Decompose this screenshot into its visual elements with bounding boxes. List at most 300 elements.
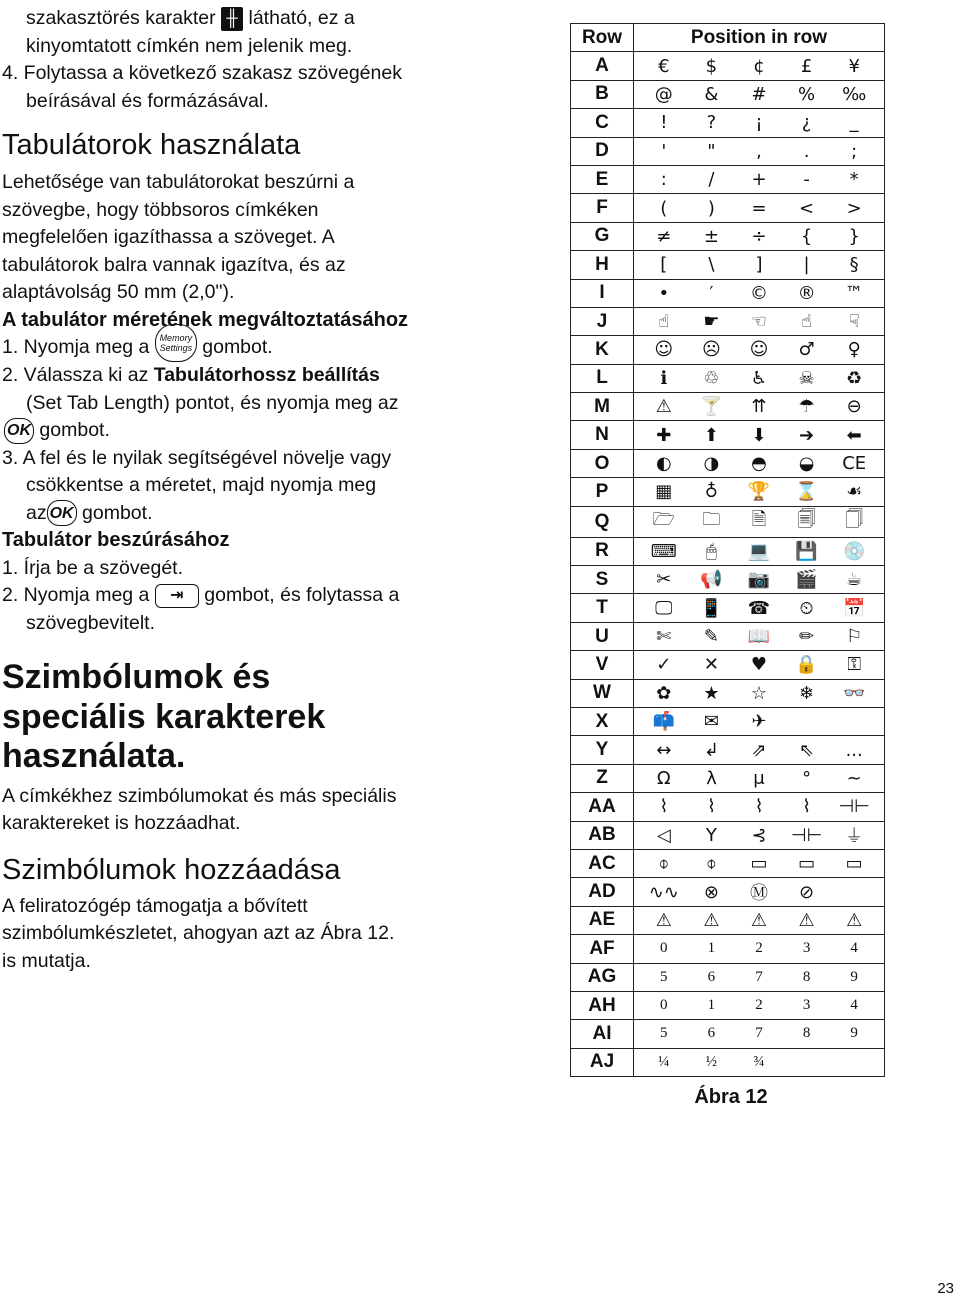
header-position-label: Position in row — [634, 24, 885, 52]
change-step-2-line-3 — [2, 417, 557, 445]
tab-heading: Tabulátorok használata — [2, 129, 301, 161]
symbol-cell: % — [798, 83, 816, 105]
row-id: AJ — [571, 1048, 634, 1076]
symbol-cell: ⚠ — [750, 909, 768, 931]
symbols-para-line: karaktereket is hozzáadhat. — [2, 812, 241, 834]
symbol-cell: Ω — [656, 767, 671, 789]
symbol-cell: ⌽ — [705, 853, 717, 875]
symbol-cell: ° — [802, 767, 812, 789]
symbol-list — [634, 711, 884, 732]
row-id: Z — [571, 764, 634, 792]
symbol-cell: ~ — [846, 767, 862, 789]
symbol-cell: ▭ — [750, 853, 768, 875]
table-row — [571, 194, 885, 222]
symbol-list — [634, 481, 884, 502]
add-para-line: is mutatja. — [2, 949, 91, 972]
symbol-cell: ⌇ — [659, 796, 669, 818]
step-text: 1. Nyomja meg a — [2, 336, 150, 359]
row-id: A — [571, 52, 634, 80]
row-id: U — [571, 622, 634, 650]
step-text: gombot. — [82, 501, 153, 524]
row-id: AI — [571, 1020, 634, 1048]
row-id: I — [571, 279, 634, 307]
change-step-2-line-2: (Set Tab Length) pontot, és nyomja meg az — [26, 391, 399, 414]
symbol-cell: $ — [705, 55, 718, 77]
symbol-cell: ⊗ — [703, 881, 719, 903]
table-row — [571, 566, 885, 594]
row-id: X — [571, 707, 634, 735]
symbol-list — [634, 569, 884, 590]
symbol-cell: ⚠ — [846, 909, 863, 931]
symbol-cell: ™ — [845, 282, 864, 304]
symbol-list — [634, 796, 884, 817]
text-column — [2, 0, 557, 975]
symbols-paragraph — [2, 783, 557, 838]
symbol-list — [634, 112, 884, 133]
symbol-cell: ⌇ — [802, 796, 811, 818]
symbol-cell: 🗐 — [797, 508, 816, 530]
row-symbols — [634, 878, 885, 906]
row-symbols — [634, 991, 885, 1019]
symbol-cell: ✂ — [656, 569, 672, 591]
symbol-cell: 6 — [707, 1025, 716, 1042]
symbol-cell: 🏆 — [747, 481, 771, 503]
row-symbols — [634, 194, 885, 222]
symbol-cell: ☛ — [703, 311, 720, 333]
symbol-cell: 2 — [755, 997, 763, 1014]
symbol-cell: ☝ — [801, 311, 813, 333]
change-step-3-line-3 — [2, 500, 557, 528]
symbol-cell: £ — [800, 55, 813, 77]
row-id: Y — [571, 736, 634, 764]
row-symbols — [634, 421, 885, 449]
table-row — [571, 279, 885, 307]
row-id: K — [571, 336, 634, 364]
symbol-cell: ♲ — [703, 367, 720, 389]
change-step-3-line-2: csökkentse a méretet, majd nyomja meg — [26, 474, 377, 496]
row-symbols — [634, 251, 885, 279]
symbol-cell: 💻 — [747, 540, 771, 562]
symbol-list — [634, 910, 884, 931]
symbol-cell: ¾ — [753, 1053, 765, 1070]
table-row — [571, 421, 885, 449]
symbol-cell: 🖵 — [655, 597, 673, 619]
symbol-cell: CE — [842, 453, 867, 475]
symbol-cell: ℹ — [660, 367, 668, 389]
symbol-cell: • — [658, 282, 670, 304]
symbol-cell: _ — [849, 112, 859, 134]
add-paragraph — [2, 893, 557, 976]
symbol-cell: ✎ — [703, 626, 719, 647]
symbol-cell: 0 — [660, 940, 668, 957]
symbol-cell: 7 — [755, 968, 763, 985]
row-symbols — [634, 707, 885, 735]
symbol-list — [634, 654, 884, 675]
symbol-cell: ⌨ — [650, 540, 677, 562]
table-row — [571, 537, 885, 565]
table-row — [571, 1048, 885, 1076]
symbol-cell: ⊖ — [846, 396, 862, 418]
symbol-list — [634, 56, 884, 77]
menu-option-name: Tabulátorhossz beállítás — [153, 364, 380, 386]
row-id: J — [571, 307, 634, 335]
symbol-cell: 🗁 — [652, 508, 675, 530]
symbol-cell: * — [849, 169, 859, 191]
symbol-cell: ↲ — [703, 739, 719, 761]
symbol-cell: Ⓜ — [749, 883, 768, 905]
symbol-cell: ∿∿ — [648, 881, 679, 903]
row-id: Q — [571, 506, 634, 537]
symbol-cell: - — [803, 169, 810, 191]
row-id: V — [571, 651, 634, 679]
row-id: L — [571, 364, 634, 392]
row-id: AC — [571, 849, 634, 877]
symbol-cell: ◒ — [798, 453, 815, 475]
row-symbols — [634, 537, 885, 565]
intro-text-pre: szakasztörés karakter — [26, 7, 216, 29]
symbol-cell: ♻ — [846, 367, 863, 389]
table-row — [571, 251, 885, 279]
row-symbols — [634, 506, 885, 537]
symbol-list — [634, 453, 884, 474]
symbol-cell: ? — [706, 112, 717, 134]
row-symbols — [634, 449, 885, 477]
settings-key-label: Settings — [159, 343, 193, 353]
row-id: AF — [571, 935, 634, 963]
symbol-cell: ☟ — [848, 311, 860, 333]
symbol-cell: ⚿ — [847, 654, 862, 676]
symbol-cell: ¡ — [755, 112, 763, 134]
intro-text-post: látható, ez a — [248, 7, 355, 29]
symbol-cell: 0 — [660, 997, 668, 1014]
table-row — [571, 736, 885, 764]
step-text: az — [26, 501, 47, 524]
symbol-cell: ✉ — [703, 711, 719, 733]
step-text: 2. Nyomja meg a — [2, 584, 150, 606]
symbol-list — [634, 768, 884, 789]
tab-paragraph — [2, 169, 557, 307]
row-id: S — [571, 566, 634, 594]
symbol-cell: ☂ — [798, 396, 815, 418]
symbol-list — [634, 283, 884, 304]
symbol-cell: 🔒 — [795, 654, 818, 676]
symbol-cell: © — [749, 282, 768, 304]
symbol-cell: = — [751, 197, 767, 219]
symbol-list — [634, 84, 884, 105]
symbol-cell: ♥ — [750, 654, 768, 676]
row-symbols — [634, 279, 885, 307]
symbol-cell: ☺ — [654, 339, 674, 361]
row-id: AD — [571, 878, 634, 906]
table-row — [571, 307, 885, 335]
symbol-list — [634, 226, 884, 247]
insert-step-1: 1. Írja be a szövegét. — [2, 556, 184, 579]
table-row — [571, 878, 885, 906]
symbol-cell: 📅 — [842, 597, 866, 619]
insert-step-2-line-2: szövegbevitelt. — [26, 611, 155, 634]
symbol-cell: 3 — [802, 997, 811, 1014]
change-heading: A tabulátor méretének megváltoztatásához — [2, 308, 409, 331]
memory-settings-key-icon — [155, 324, 197, 362]
row-id: B — [571, 80, 634, 108]
tab-para-line: megfelelően igazíthassa a szöveget. A — [2, 226, 335, 248]
symbol-cell: ® — [797, 282, 816, 304]
symbol-list — [634, 822, 884, 848]
symbol-cell: ✿ — [656, 682, 672, 704]
symbol-list — [634, 683, 884, 704]
table-row — [571, 821, 885, 849]
symbol-cell: ☙ — [846, 481, 863, 503]
symbol-cell: ◓ — [751, 453, 767, 475]
symbol-cell: ♂ — [798, 339, 815, 361]
symbol-list — [634, 1025, 884, 1042]
symbol-list — [634, 1054, 884, 1071]
symbol-list — [634, 740, 884, 761]
row-id: M — [571, 393, 634, 421]
row-symbols — [634, 935, 885, 963]
symbol-cell: 5 — [660, 968, 668, 985]
symbol-list — [634, 997, 884, 1014]
row-id: AH — [571, 991, 634, 1019]
symbol-cell: 9 — [850, 1025, 858, 1042]
symbol-cell: } — [848, 225, 860, 247]
step-text: gombot. — [39, 419, 110, 441]
symbol-cell: ‰ — [842, 83, 867, 105]
symbol-cell: ± — [703, 225, 719, 247]
symbol-cell: ; — [851, 140, 858, 162]
symbol-cell: 5 — [660, 1025, 668, 1042]
step-text: 2. Válassza ki az — [2, 364, 149, 386]
symbol-cell: 👓 — [842, 682, 866, 704]
symbol-list — [634, 198, 884, 219]
row-symbols — [634, 849, 885, 877]
symbol-list — [634, 626, 884, 647]
symbol-list — [634, 311, 884, 332]
row-id: H — [571, 251, 634, 279]
table-row — [571, 991, 885, 1019]
table-row — [571, 80, 885, 108]
row-symbols — [634, 1020, 885, 1048]
add-symbols-heading: Szimbólumok hozzáadása — [2, 853, 341, 886]
symbol-cell: ½ — [705, 1053, 718, 1070]
tab-para-line: alaptávolság 50 mm (2,0"). — [2, 281, 235, 303]
table-row — [571, 679, 885, 707]
symbol-cell: 1 — [707, 940, 716, 957]
row-symbols — [634, 736, 885, 764]
step4-line-2: beírásával és formázásával. — [26, 89, 269, 112]
table-row — [571, 764, 885, 792]
row-symbols — [634, 364, 885, 392]
row-symbols — [634, 478, 885, 506]
tab-key-icon: ⇥ — [155, 584, 199, 608]
symbol-list — [634, 541, 884, 562]
row-symbols — [634, 793, 885, 821]
symbol-cell: 📱 — [700, 597, 723, 619]
symbol-cell: ✚ — [656, 424, 672, 446]
symbol-cell: 6 — [707, 968, 716, 985]
symbol-cell: > — [846, 197, 862, 219]
symbol-cell: ⊣⊢ — [790, 824, 823, 846]
row-id: G — [571, 222, 634, 250]
row-symbols — [634, 821, 885, 849]
symbol-cell: ... — [845, 739, 863, 761]
table-row — [571, 393, 885, 421]
symbol-cell: @ — [654, 83, 673, 105]
table-row — [571, 622, 885, 650]
table-row — [571, 793, 885, 821]
symbol-cell: 🗍 — [845, 508, 864, 530]
symbol-cell: | — [803, 254, 810, 276]
table-row — [571, 935, 885, 963]
symbol-cell: ÷ — [751, 225, 767, 247]
symbol-cell: ☹ — [702, 339, 721, 361]
symbols-para-line: A címkékhez szimbólumokat és más speciális — [2, 784, 397, 807]
row-symbols — [634, 679, 885, 707]
symbol-cell: 🍸 — [700, 396, 723, 418]
symbol-cell: ] — [755, 254, 763, 276]
section-break-icon: ╫ — [221, 7, 243, 31]
symbol-cell: ♀ — [847, 339, 861, 361]
symbol-cell: ⚠ — [703, 909, 720, 931]
row-symbols — [634, 594, 885, 622]
symbol-list — [634, 169, 884, 190]
symbol-cell: 2 — [755, 940, 763, 957]
change-step-1 — [2, 334, 557, 362]
table-row — [571, 165, 885, 193]
symbols-heading — [2, 658, 557, 777]
symbol-cell: 💿 — [842, 540, 866, 562]
table-row — [571, 707, 885, 735]
symbol-cell: ⌛ — [795, 481, 818, 503]
symbol-cell: Y — [705, 824, 717, 846]
table-row — [571, 449, 885, 477]
row-symbols — [634, 336, 885, 364]
table-row — [571, 594, 885, 622]
symbol-cell: ⊘ — [799, 881, 815, 903]
row-symbols — [634, 137, 885, 165]
symbol-cell: " — [707, 140, 716, 162]
row-id: E — [571, 165, 634, 193]
symbol-cell: + — [751, 169, 767, 191]
row-id: AE — [571, 906, 634, 934]
symbol-cell: ✓ — [656, 654, 672, 676]
symbol-table — [570, 23, 885, 1077]
symbol-cell: ⌇ — [706, 796, 716, 818]
symbol-list — [634, 853, 884, 874]
symbol-cell: 9 — [850, 968, 858, 985]
symbols-heading-line: Szimbólumok és — [2, 658, 271, 696]
symbol-cell: ✄ — [656, 626, 672, 647]
table-row — [571, 137, 885, 165]
row-symbols — [634, 651, 885, 679]
table-row — [571, 849, 885, 877]
row-symbols — [634, 307, 885, 335]
table-row — [571, 1020, 885, 1048]
symbols-heading-line: speciális karakterek — [2, 697, 326, 736]
row-id: R — [571, 537, 634, 565]
table-row — [571, 222, 885, 250]
symbol-cell: μ — [753, 767, 765, 789]
row-symbols — [634, 566, 885, 594]
symbol-cell: λ — [706, 767, 717, 789]
symbol-cell: ⌽ — [658, 853, 670, 875]
row-id: AB — [571, 821, 634, 849]
symbol-cell: ☆ — [750, 682, 768, 704]
symbol-cell: ✏ — [799, 626, 815, 647]
row-symbols — [634, 393, 885, 421]
change-step-2 — [2, 362, 557, 390]
row-id: C — [571, 109, 634, 137]
symbol-cell: ′ — [709, 282, 714, 304]
symbol-cell: ☺ — [749, 339, 769, 361]
symbol-cell: ♁ — [704, 481, 718, 503]
symbol-cell: 📷 — [747, 569, 771, 591]
symbol-cell: ☕ — [846, 569, 863, 591]
symbol-cell: 📫 — [652, 711, 675, 733]
table-row — [571, 906, 885, 934]
symbol-cell: ☎ — [747, 597, 771, 619]
insert-heading: Tabulátor beszúrásához — [2, 529, 230, 551]
symbol-cell: # — [751, 83, 767, 105]
symbol-cell: ♿ — [750, 367, 768, 389]
symbol-cell: / — [708, 169, 715, 191]
symbol-cell: ⬇ — [751, 424, 767, 446]
symbol-cell: ★ — [703, 682, 720, 704]
symbol-cell: ◁ — [656, 824, 671, 846]
symbol-cell: ✕ — [703, 654, 719, 676]
row-id: AA — [571, 793, 634, 821]
table-row — [571, 336, 885, 364]
symbol-cell: ⬅ — [846, 424, 862, 446]
symbol-cell: ⏚ — [845, 826, 864, 848]
symbol-list — [634, 339, 884, 360]
symbol-cell: ⚠ — [798, 909, 815, 931]
symbol-cell: 1 — [707, 997, 716, 1014]
symbol-cell: ↔ — [656, 739, 672, 761]
symbol-cell: ⬆ — [703, 424, 719, 446]
page-number: 23 — [937, 1280, 954, 1297]
symbol-cell: 📖 — [747, 626, 771, 647]
row-symbols — [634, 52, 885, 80]
symbol-cell: { — [800, 225, 813, 247]
symbol-cell: 4 — [850, 940, 858, 957]
intro-line-2: kinyomtatott címkén nem jelenik meg. — [26, 34, 353, 57]
symbol-list — [634, 141, 884, 162]
symbol-list — [634, 368, 884, 389]
symbol-cell: 8 — [802, 1025, 811, 1042]
symbol-cell: < — [799, 197, 815, 219]
table-row — [571, 506, 885, 537]
table-row — [571, 364, 885, 392]
symbol-cell: ⇗ — [751, 739, 767, 761]
symbol-list — [634, 969, 884, 986]
symbol-cell: ☝ — [658, 311, 670, 333]
symbol-cell: 🎬 — [795, 569, 818, 591]
symbol-cell: 7 — [755, 1025, 763, 1042]
step4-line-1: 4. Folytassa a következő szakasz szövegének — [2, 62, 402, 84]
row-symbols — [634, 109, 885, 137]
row-symbols — [634, 622, 885, 650]
insert-step-2 — [2, 582, 557, 610]
symbol-cell: \ — [708, 254, 715, 276]
row-symbols — [634, 1048, 885, 1076]
step-text: gombot. — [202, 336, 273, 359]
symbol-cell: ' — [661, 140, 667, 162]
symbol-cell: ▦ — [655, 481, 673, 503]
symbol-cell: ◐ — [655, 453, 672, 475]
symbol-cell: ¿ — [801, 112, 812, 134]
symbol-list — [634, 425, 884, 446]
